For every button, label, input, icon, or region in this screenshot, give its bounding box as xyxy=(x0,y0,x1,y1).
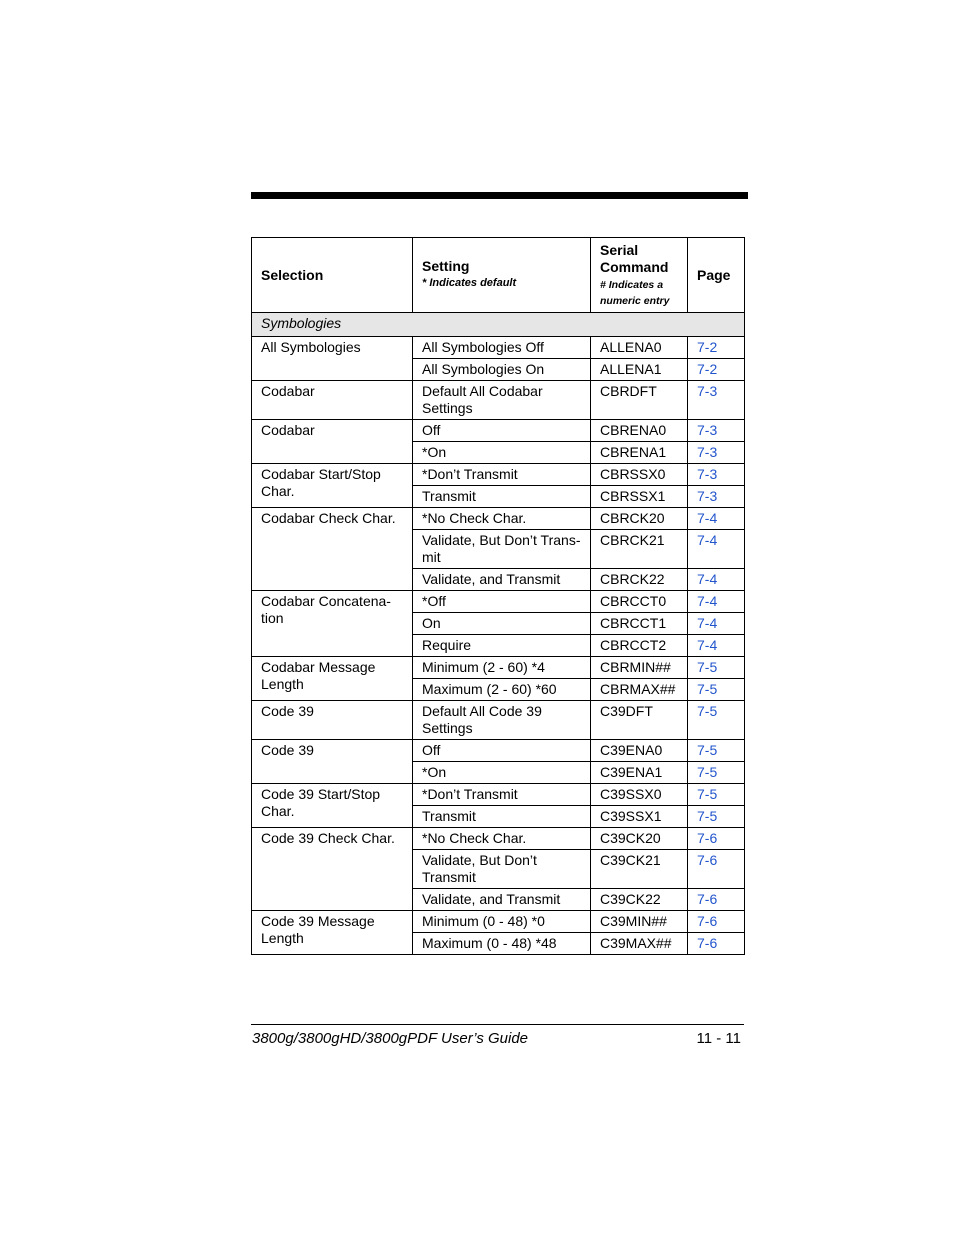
table-body xyxy=(252,313,745,955)
page-cell xyxy=(688,828,745,850)
selection-cell: Codabar Concatena-tion xyxy=(252,591,413,657)
serial-command-cell: CBRENA1 xyxy=(591,442,688,464)
setting-cell: Off xyxy=(413,420,591,442)
table-row xyxy=(252,464,745,486)
table-row xyxy=(252,508,745,530)
selection-cell: Codabar Message Length xyxy=(252,657,413,701)
serial-command-cell: C39DFT xyxy=(591,701,688,740)
page-link[interactable]: 7-5 xyxy=(697,764,718,780)
page-cell xyxy=(688,635,745,657)
setting-cell: Validate, and Transmit xyxy=(413,569,591,591)
serial-command-cell: C39CK22 xyxy=(591,889,688,911)
footer-rule xyxy=(251,1024,744,1025)
setting-cell: All Symbologies Off xyxy=(413,337,591,359)
setting-cell: Minimum (2 - 60) *4 xyxy=(413,657,591,679)
page-link[interactable]: 7-4 xyxy=(697,615,718,631)
page-cell xyxy=(688,679,745,701)
serial-command-cell: CBRMAX## xyxy=(591,679,688,701)
selection-cell: Codabar Check Char. xyxy=(252,508,413,591)
serial-command-cell: CBRCK21 xyxy=(591,530,688,569)
serial-command-cell: CBRENA0 xyxy=(591,420,688,442)
page-cell xyxy=(688,359,745,381)
page-link[interactable]: 7-3 xyxy=(697,422,718,438)
setting-cell: *Don’t Transmit xyxy=(413,464,591,486)
selection-cell: Codabar xyxy=(252,381,413,420)
page-link[interactable]: 7-6 xyxy=(697,852,718,868)
serial-command-cell: CBRCK22 xyxy=(591,569,688,591)
selection-cell: Code 39 Check Char. xyxy=(252,828,413,911)
page-link[interactable]: 7-2 xyxy=(697,339,718,355)
serial-command-cell: CBRCCT0 xyxy=(591,591,688,613)
page-link[interactable]: 7-3 xyxy=(697,466,718,482)
page-cell xyxy=(688,591,745,613)
setting-cell: Maximum (0 - 48) *48 xyxy=(413,933,591,955)
page-cell xyxy=(688,806,745,828)
serial-command-cell: ALLENA0 xyxy=(591,337,688,359)
top-rule xyxy=(251,192,748,199)
serial-command-cell: C39CK20 xyxy=(591,828,688,850)
table-row xyxy=(252,701,745,740)
page-link[interactable]: 7-5 xyxy=(697,703,718,719)
setting-cell: *Off xyxy=(413,591,591,613)
setting-cell: *On xyxy=(413,442,591,464)
selection-cell: All Symbologies xyxy=(252,337,413,381)
page-cell xyxy=(688,464,745,486)
footer-page-number: 11 - 11 xyxy=(696,1030,741,1047)
header-serial-command xyxy=(591,238,688,313)
setting-cell: Default All Codabar Settings xyxy=(413,381,591,420)
page-link[interactable]: 7-5 xyxy=(697,808,718,824)
setting-cell: Validate, But Don’t Trans-mit xyxy=(413,530,591,569)
setting-cell: Validate, But Don’t Transmit xyxy=(413,850,591,889)
table-row xyxy=(252,911,745,933)
selection-cell: Codabar xyxy=(252,420,413,464)
setting-cell: *No Check Char. xyxy=(413,828,591,850)
selection-cell: Code 39 Start/Stop Char. xyxy=(252,784,413,828)
page-cell xyxy=(688,784,745,806)
serial-command-cell: CBRSSX0 xyxy=(591,464,688,486)
page-link[interactable]: 7-6 xyxy=(697,830,718,846)
page-cell xyxy=(688,762,745,784)
page-link[interactable]: 7-3 xyxy=(697,444,718,460)
page-link[interactable]: 7-6 xyxy=(697,891,718,907)
section-row xyxy=(252,313,745,337)
header-setting-label: Setting xyxy=(422,258,470,274)
serial-command-cell: CBRDFT xyxy=(591,381,688,420)
setting-cell: Minimum (0 - 48) *0 xyxy=(413,911,591,933)
table-row xyxy=(252,337,745,359)
setting-cell: Transmit xyxy=(413,486,591,508)
table-row xyxy=(252,828,745,850)
table-row xyxy=(252,381,745,420)
table-row xyxy=(252,420,745,442)
page-cell xyxy=(688,657,745,679)
page-cell xyxy=(688,613,745,635)
serial-command-cell: CBRMIN## xyxy=(591,657,688,679)
header-setting-note: * Indicates default xyxy=(422,277,517,289)
page-cell xyxy=(688,508,745,530)
setting-cell: *No Check Char. xyxy=(413,508,591,530)
table-row xyxy=(252,784,745,806)
serial-command-cell: C39ENA0 xyxy=(591,740,688,762)
page-link[interactable]: 7-4 xyxy=(697,593,718,609)
page-link[interactable]: 7-5 xyxy=(697,786,718,802)
header-setting xyxy=(413,238,591,313)
footer-title: 3800g/3800gHD/3800gPDF User’s Guide xyxy=(252,1030,529,1047)
serial-command-cell: CBRCCT1 xyxy=(591,613,688,635)
page-link[interactable]: 7-5 xyxy=(697,681,718,697)
page-cell xyxy=(688,530,745,569)
header-page: Page xyxy=(688,238,745,313)
page-link[interactable]: 7-5 xyxy=(697,742,718,758)
header-selection: Selection xyxy=(252,238,413,313)
serial-command-cell: CBRCK20 xyxy=(591,508,688,530)
page-cell xyxy=(688,420,745,442)
page-link[interactable]: 7-4 xyxy=(697,510,718,526)
serial-command-table xyxy=(251,237,745,955)
header-serial-note: # Indicates a numeric entry xyxy=(600,278,670,307)
page-cell xyxy=(688,933,745,955)
page-link[interactable]: 7-3 xyxy=(697,488,718,504)
page-link[interactable]: 7-6 xyxy=(697,913,718,929)
serial-command-cell: CBRCCT2 xyxy=(591,635,688,657)
page-cell xyxy=(688,740,745,762)
page-link[interactable]: 7-4 xyxy=(697,532,718,548)
serial-command-cell: C39ENA1 xyxy=(591,762,688,784)
page-link[interactable]: 7-4 xyxy=(697,637,718,653)
setting-cell: Require xyxy=(413,635,591,657)
page-cell xyxy=(688,889,745,911)
page-cell xyxy=(688,486,745,508)
page-cell xyxy=(688,850,745,889)
page-cell xyxy=(688,569,745,591)
setting-cell: Transmit xyxy=(413,806,591,828)
table-row xyxy=(252,657,745,679)
serial-command-cell: C39MAX## xyxy=(591,933,688,955)
page-cell xyxy=(688,337,745,359)
page-cell xyxy=(688,442,745,464)
setting-cell: Maximum (2 - 60) *60 xyxy=(413,679,591,701)
setting-cell: Off xyxy=(413,740,591,762)
page-cell xyxy=(688,911,745,933)
page-cell xyxy=(688,381,745,420)
table-row xyxy=(252,740,745,762)
selection-cell: Code 39 xyxy=(252,701,413,740)
serial-command-cell: C39MIN## xyxy=(591,911,688,933)
serial-command-cell: ALLENA1 xyxy=(591,359,688,381)
selection-cell: Code 39 Message Length xyxy=(252,911,413,955)
serial-command-cell: C39SSX1 xyxy=(591,806,688,828)
header-serial-label: Serial Command xyxy=(600,241,669,275)
page-cell xyxy=(688,701,745,740)
page-link[interactable]: 7-4 xyxy=(697,571,718,587)
setting-cell: All Symbologies On xyxy=(413,359,591,381)
selection-cell: Code 39 xyxy=(252,740,413,784)
setting-cell: *Don’t Transmit xyxy=(413,784,591,806)
page-link[interactable]: 7-3 xyxy=(697,383,718,399)
section-title: Symbologies xyxy=(252,313,745,337)
page-link[interactable]: 7-2 xyxy=(697,361,718,377)
page-link[interactable]: 7-5 xyxy=(697,659,718,675)
setting-cell: On xyxy=(413,613,591,635)
selection-cell: Codabar Start/Stop Char. xyxy=(252,464,413,508)
serial-command-cell: C39CK21 xyxy=(591,850,688,889)
table-header-row xyxy=(252,238,745,313)
serial-command-cell: CBRSSX1 xyxy=(591,486,688,508)
serial-command-cell: C39SSX0 xyxy=(591,784,688,806)
setting-cell: *On xyxy=(413,762,591,784)
table-row xyxy=(252,591,745,613)
setting-cell: Validate, and Transmit xyxy=(413,889,591,911)
page-link[interactable]: 7-6 xyxy=(697,935,718,951)
setting-cell: Default All Code 39 Settings xyxy=(413,701,591,740)
